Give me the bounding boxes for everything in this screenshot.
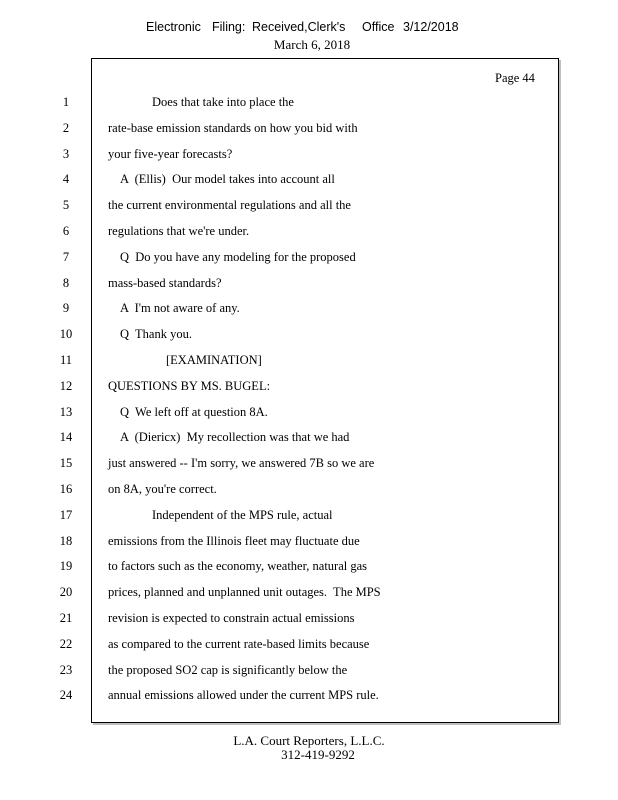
transcript-line	[0, 663, 618, 683]
line-number: 9	[62, 301, 70, 316]
line-number: 17	[59, 507, 73, 522]
line-text: the current environmental regulations and all the	[108, 198, 351, 213]
stamp-filing: Filing:	[212, 20, 246, 34]
line-number: 5	[62, 198, 70, 213]
transcript-line	[0, 611, 618, 631]
transcript-line	[0, 276, 618, 296]
line-number: 23	[59, 662, 73, 677]
line-text: just answered -- I'm sorry, we answered 7B so we are	[108, 456, 375, 471]
line-number: 13	[59, 404, 73, 419]
line-number: 7	[62, 249, 70, 264]
line-text: your five-year forecasts?	[108, 146, 233, 161]
line-text: regulations that we're under.	[108, 224, 250, 238]
line-text: Q Thank you.	[120, 327, 192, 342]
line-text: mass-based standards?	[108, 275, 222, 290]
transcript-line	[0, 224, 618, 244]
line-text: as compared to the current rate-based limits because	[108, 636, 370, 651]
line-text: revision is expected to constrain actual emissions	[108, 611, 355, 625]
line-text: on 8A, you're correct.	[108, 482, 217, 496]
line-number: 6	[62, 224, 70, 238]
filing-stamp	[0, 20, 618, 38]
transcript-line	[0, 379, 618, 399]
transcript-line	[0, 198, 618, 218]
line-text: A (Diericx) My recollection was that we had	[120, 430, 350, 445]
transcript-line	[0, 688, 618, 708]
transcript-line	[0, 250, 618, 270]
transcript-line	[0, 508, 618, 528]
line-number: 11	[59, 353, 73, 367]
line-number: 15	[59, 456, 73, 471]
reporter-company: L.A. Court Reporters, L.L.C.	[233, 733, 385, 748]
line-number: 2	[62, 120, 70, 135]
line-text: prices, planned and unplanned unit outages. The MPS	[108, 585, 381, 600]
line-number: 1	[62, 95, 70, 109]
line-number: 21	[59, 611, 73, 625]
line-number: 12	[59, 378, 73, 393]
transcript-line	[0, 172, 618, 192]
filed-date: March 6, 2018	[273, 37, 351, 52]
transcript-line	[0, 559, 618, 579]
transcript-line	[0, 353, 618, 373]
transcript-line	[0, 482, 618, 502]
line-number: 20	[59, 585, 73, 600]
line-text: to factors such as the economy, weather, natural gas	[108, 559, 368, 574]
line-number: 16	[59, 482, 73, 496]
transcript-line	[0, 456, 618, 476]
line-number: 22	[59, 636, 73, 651]
line-number: 3	[62, 146, 70, 161]
transcript-line	[0, 534, 618, 554]
page-number: Page 44	[495, 71, 535, 85]
line-number: 19	[59, 559, 73, 574]
transcript-line	[0, 430, 618, 450]
stamp-electronic: Electronic	[146, 20, 201, 34]
stamp-date: 3/12/2018	[403, 20, 459, 34]
transcript-line	[0, 327, 618, 347]
stamp-office: Office	[362, 20, 395, 34]
reporter-phone: 312-419-9292	[281, 747, 355, 762]
transcript-line	[0, 585, 618, 605]
transcript-line	[0, 405, 618, 425]
transcript-line	[0, 637, 618, 657]
line-text: A I'm not aware of any.	[120, 301, 240, 316]
line-text: emissions from the Illinois fleet may fluctuate due	[108, 533, 360, 548]
stamp-received: Received,Clerk's	[252, 20, 346, 34]
line-text: the proposed SO2 cap is significantly below the	[108, 662, 348, 677]
transcript-line	[0, 121, 618, 141]
line-number: 8	[62, 275, 70, 290]
line-text: Independent of the MPS rule, actual	[152, 507, 333, 522]
line-text: Q We left off at question 8A.	[120, 404, 268, 419]
line-text: Does that take into place the	[152, 95, 294, 109]
transcript-line	[0, 301, 618, 321]
line-number: 10	[59, 327, 73, 342]
line-text: [EXAMINATION]	[166, 353, 262, 367]
line-text: QUESTIONS BY MS. BUGEL:	[108, 378, 271, 393]
transcript-line	[0, 147, 618, 167]
line-text: annual emissions allowed under the current MPS rule.	[108, 688, 379, 703]
line-number: 24	[59, 688, 73, 703]
line-number: 14	[59, 430, 73, 445]
line-text: Q Do you have any modeling for the proposed	[120, 249, 356, 264]
line-text: rate-base emission standards on how you bid with	[108, 120, 358, 135]
line-number: 4	[62, 172, 70, 187]
line-number: 18	[59, 533, 73, 548]
line-text: A (Ellis) Our model takes into account all	[120, 172, 335, 187]
transcript-line	[0, 95, 618, 115]
